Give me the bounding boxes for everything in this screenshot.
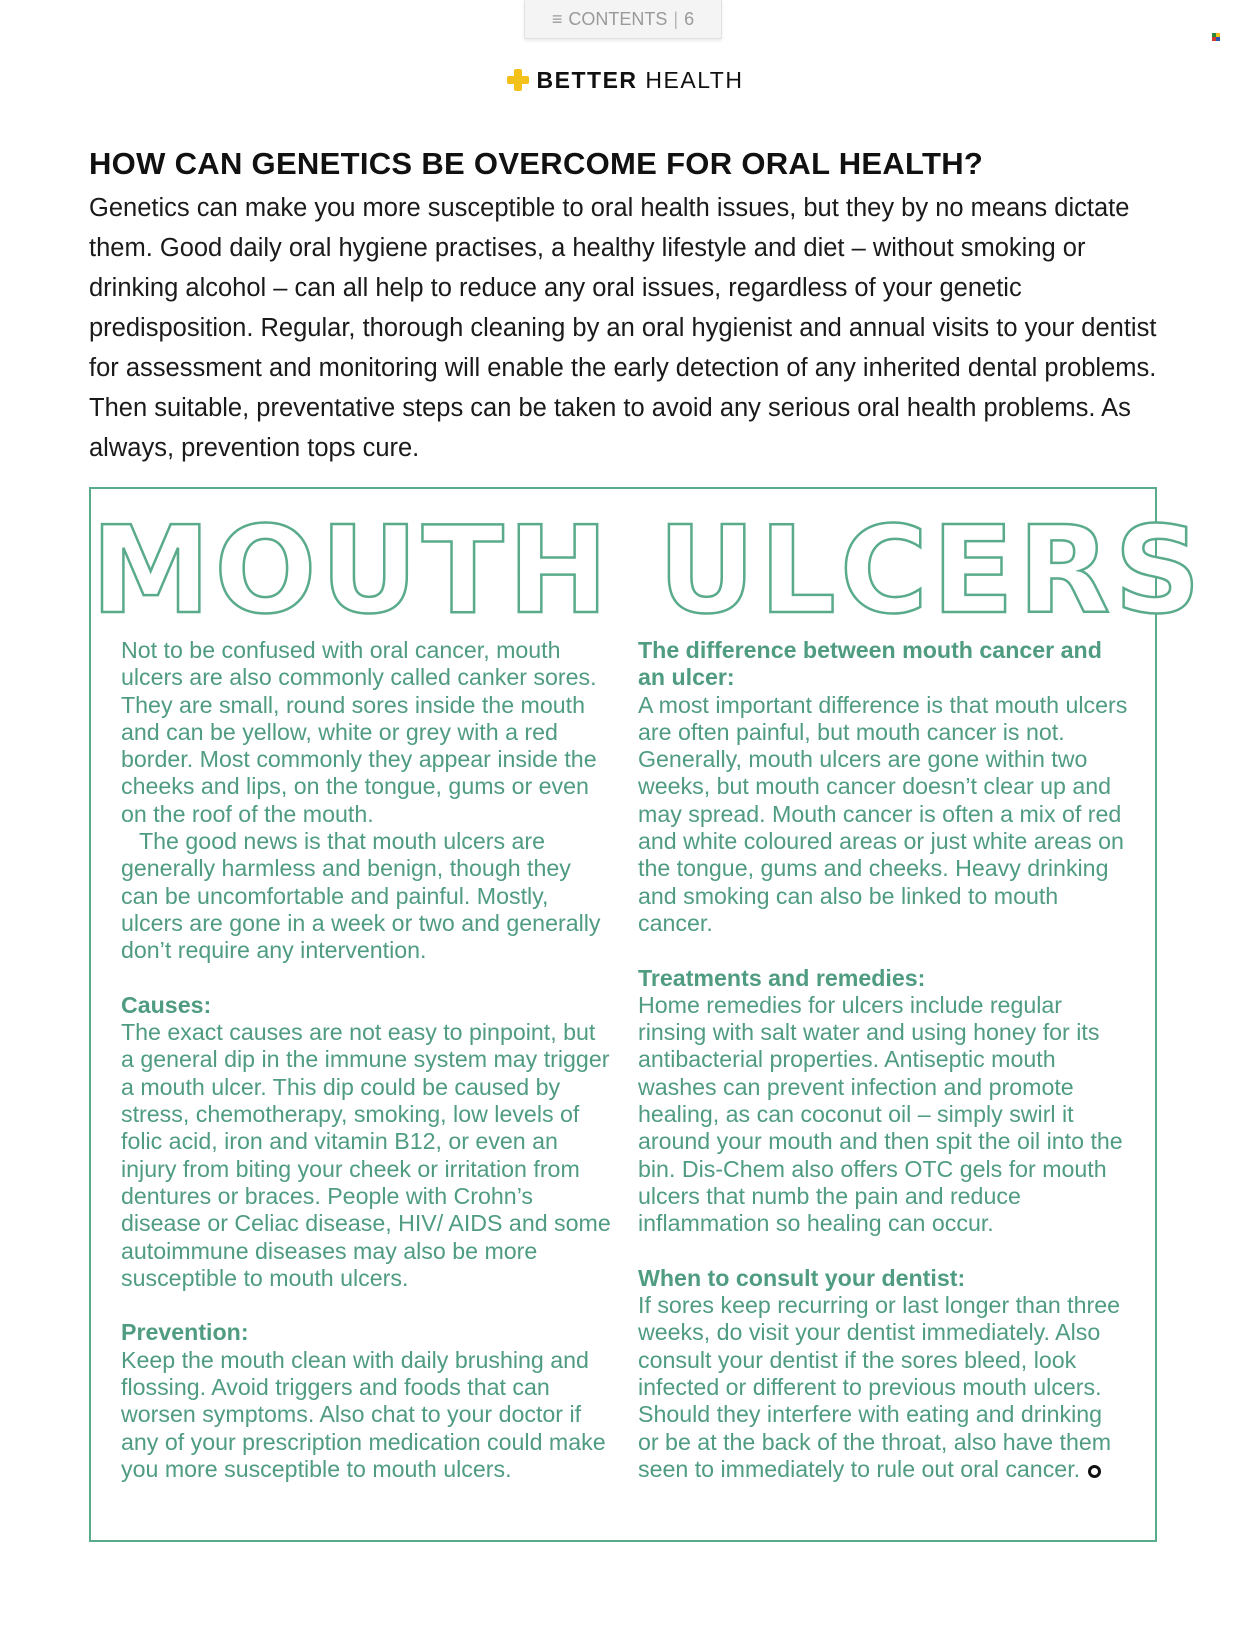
- masthead: [0, 64, 1250, 96]
- intro-paragraph-1: Not to be confused with oral cancer, mouth ulcers are also commonly called canker sores. They are small, round sores inside the mouth and can be yellow, white or grey with a red border. Most commonly they appear inside the cheeks and lips, on the tongue, gums or even on the roof of the mouth.: [121, 637, 597, 827]
- divider: |: [673, 8, 679, 29]
- panel-title: MOUTH ULCERS: [91, 502, 1205, 641]
- mouth-ulcers-panel: [89, 487, 1205, 1542]
- prevention-body: Keep the mouth clean with daily brushing and flossing. Avoid triggers and foods that can worsen symptoms. Also chat to your doctor if any of your prescription medication could make you more susceptible to mouth ulcers.: [121, 1346, 606, 1482]
- difference-body: A most important difference is that mouth ulcers are often painful, but mouth cancer is not. Generally, mouth ulcers are gone within two weeks, but mouth cancer doesn’t clear up and may spread. Mouth cancer is often a mix of red and white coloured areas or just white areas on the tongue, gums and cheeks. Heavy drinking and smoking can also be linked to mouth cancer.: [638, 691, 1128, 936]
- brand-light: HEALTH: [645, 66, 744, 93]
- difference-heading: The difference between mouth cancer and an ulcer:: [638, 637, 1102, 691]
- consult-paragraph: [638, 1292, 1128, 1483]
- right-column: [638, 637, 1128, 1483]
- page-number: 6: [684, 8, 695, 29]
- intro-paragraph-2: The good news is that mouth ulcers are generally harmless and benign, though they can be uncomfortable and painful. Mostly, ulcers are gone in a week or two and generally don’t require any intervention.: [121, 828, 601, 964]
- end-mark-icon: [1088, 1465, 1101, 1478]
- brand-bold: BETTER: [536, 66, 638, 93]
- plus-icon: [507, 69, 529, 91]
- treatments-body: Home remedies for ulcers include regular rinsing with salt water and using honey for its antibacterial properties. Antiseptic mouth washes can prevent infection and promote healing, as can coconut oil – simply swirl it around your mouth and then spit the oil into the bin. Dis-Chem also offers OTC gels for mouth ulcers that numb the pain and reduce inflammation so healing can occur.: [638, 991, 1123, 1237]
- intro-title: HOW CAN GENETICS BE OVERCOME FOR ORAL HEALTH?: [89, 146, 984, 181]
- consult-heading: When to consult your dentist:: [638, 1264, 966, 1291]
- prevention-heading: Prevention:: [121, 1319, 249, 1346]
- corner-mark-icon: [1212, 33, 1220, 41]
- causes-body: The exact causes are not easy to pinpoint, but a general dip in the immune system may trigger a mouth ulcer. This dip could be caused by stress, chemotherapy, smoking, low levels of folic acid, iron and vitamin B12, or even an injury from biting your cheek or irritation from dentures or braces. People with Crohn’s disease or Celiac disease, HIV/ AIDS and some autoimmune diseases may also be more susceptible to mouth ulcers.: [121, 1019, 611, 1291]
- treatments-heading: Treatments and remedies:: [638, 964, 926, 991]
- consult-body: If sores keep recurring or last longer than three weeks, do visit your dentist immediately. Also consult your dentist if the sores bleed, look infected or different to previous mouth ulcers. Should they interfere with eating and drinking or be at the back of the throat, also have them seen to immediately to rule out oral cancer.: [638, 1292, 1121, 1482]
- intro-body: Genetics can make you more susceptible to oral health issues, but they by no means dictate them. Good daily oral hygiene practises, a healthy lifestyle and diet – without smoking or drinking alcohol – can all help to reduce any oral issues, regardless of your genetic predisposition. Regular, thorough cleaning by an oral hygienist and annual visits to your dentist for assessment and monitoring will enable the early detection of any inherited dental problems. Then suitable, preventative steps can be taken to avoid any serious oral health problems. As always, prevention tops cure.: [89, 194, 1157, 462]
- menu-icon: ≡: [551, 8, 563, 29]
- contents-button[interactable]: [524, 0, 722, 39]
- causes-heading: Causes:: [121, 991, 212, 1018]
- contents-label: CONTENTS: [568, 8, 668, 29]
- brand-name: [537, 67, 744, 94]
- left-column: [121, 637, 611, 1483]
